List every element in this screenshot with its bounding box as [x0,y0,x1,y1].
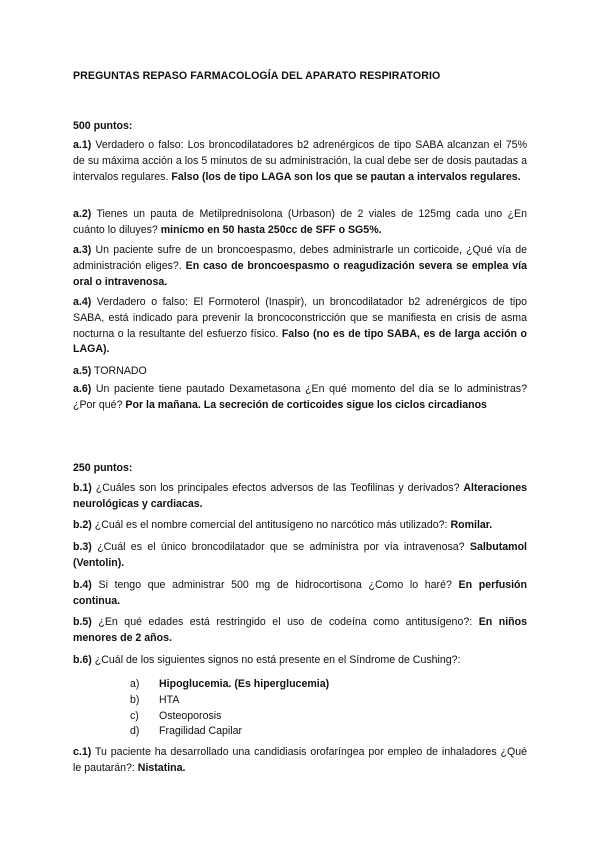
question-answer: En perfusión continua. [73,579,527,607]
list-item [130,724,329,740]
question-label: c.1) [73,746,92,758]
question-label: b.2) [73,519,92,531]
question-label: b.4) [73,579,92,591]
question-b6 [73,653,527,669]
question-text: Verdadero o falso: Los broncodilatadores b2 adrenérgicos de tipo SABA alcanzan el 75% de su máxima acción a los 5 minutos de su administración, la cual debe ser de dosis pautadas a intervalos regulares. [73,139,527,183]
option-text: Hipoglucemia. (Es hiperglucemia) [159,678,330,690]
option-letter: d) [130,725,140,738]
question-answer: Romilar. [450,519,493,531]
question-label: a.2) [73,208,92,220]
question-text: Tu paciente ha desarrollado una candidiasis orofaríngea por empleo de inhaladores ¿Qué le pautarán?: [73,746,527,774]
question-label: a.3) [73,244,92,256]
question-label: b.6) [73,654,92,666]
option-letter: b) [130,693,140,706]
question-b4 [73,578,527,610]
question-label: b.1) [73,482,92,494]
question-a1 [73,138,527,185]
question-a3 [73,243,527,290]
list-item [130,709,329,725]
question-text: Un paciente tiene pautado Dexametasona ¿En qué momento del día se lo administras?¿Por qué? [73,383,527,411]
option-text: HTA [159,693,180,706]
question-text: ¿Cuál es el único broncodilatador que se administra por vía intravenosa? [91,541,470,553]
answer-options-list [130,677,329,740]
question-text: ¿Cuáles son los principales efectos adversos de las Teofilinas y derivados? [91,482,464,494]
question-text: ¿Cuál de los siguientes signos no está presente en el Síndrome de Cushing?: [91,654,461,666]
list-item [130,693,329,709]
question-text: TORNADO [91,365,147,377]
question-b1 [73,481,527,513]
section-heading-500: 500 puntos: [73,120,133,132]
document-title: PREGUNTAS REPASO FARMACOLOGÍA DEL APARATO RESPIRATORIO [73,70,441,82]
option-letter: c) [130,709,139,722]
question-c1 [73,745,527,777]
option-letter: a) [130,678,140,690]
question-answer: minicmo en 50 hasta 250cc de SFF o SG5%. [160,223,382,236]
question-answer: En caso de broncoespasmo o reagudización severa se emplea vía oral o intravenosa. [73,259,527,288]
question-b3 [73,540,527,572]
question-answer: Falso (no es de tipo SABA, es de larga acción o LAGA). [73,327,527,356]
question-label: a.6) [73,383,92,395]
question-answer: Salbutamol (Ventolin). [73,541,527,569]
question-b2 [73,518,527,534]
question-a4 [73,295,527,358]
question-a2 [73,207,527,239]
question-label: a.5) [73,365,92,377]
question-text: ¿Cuál es el nombre comercial del antitusígeno no narcótico más utilizado?: [91,519,451,531]
question-b5 [73,615,527,647]
question-answer: Alteraciones neurológicas y cardiacas. [73,482,527,510]
question-text: Tienes un pauta de Metilprednisolona (Urbason) de 2 viales de 125mg cada uno ¿En cuánto lo diluyes? [73,208,527,236]
option-text: Osteoporosis [159,709,222,722]
option-text: Fragilidad Capilar [159,725,243,738]
question-label: a.4) [73,296,92,308]
question-answer: Nistatina. [137,761,186,774]
question-a6 [73,382,527,414]
question-answer: En niños menores de 2 años. [73,616,527,644]
list-item [130,677,329,693]
question-label: b.3) [73,541,92,553]
question-a5 [73,364,527,380]
question-label: a.1) [73,139,92,151]
section-heading-250: 250 puntos: [73,462,133,474]
question-answer: Falso (los de tipo LAGA son los que se pautan a intervalos regulares. [171,170,521,183]
question-answer: Por la mañana. La secreción de corticoides sigue los ciclos circadianos [125,398,487,411]
question-text: Un paciente sufre de un broncoespasmo, debes administrarle un corticoide, ¿Qué vía de administración eliges?. [73,244,527,272]
question-text: Verdadero o falso: El Formoterol (Inaspir), un broncodilatador b2 adrenérgicos de tipo SABA, está indicado para prevenir la broncoconstricción que se manifiesta en crisis de asma nocturna o la resultante del esfuerzo físico. [73,296,527,340]
question-text: ¿En qué edades está restringido el uso de codeína como antitusígeno?: [91,616,479,628]
question-text: Si tengo que administrar 500 mg de hidrocortisona ¿Como lo haré? [91,579,459,591]
question-label: b.5) [73,616,92,628]
